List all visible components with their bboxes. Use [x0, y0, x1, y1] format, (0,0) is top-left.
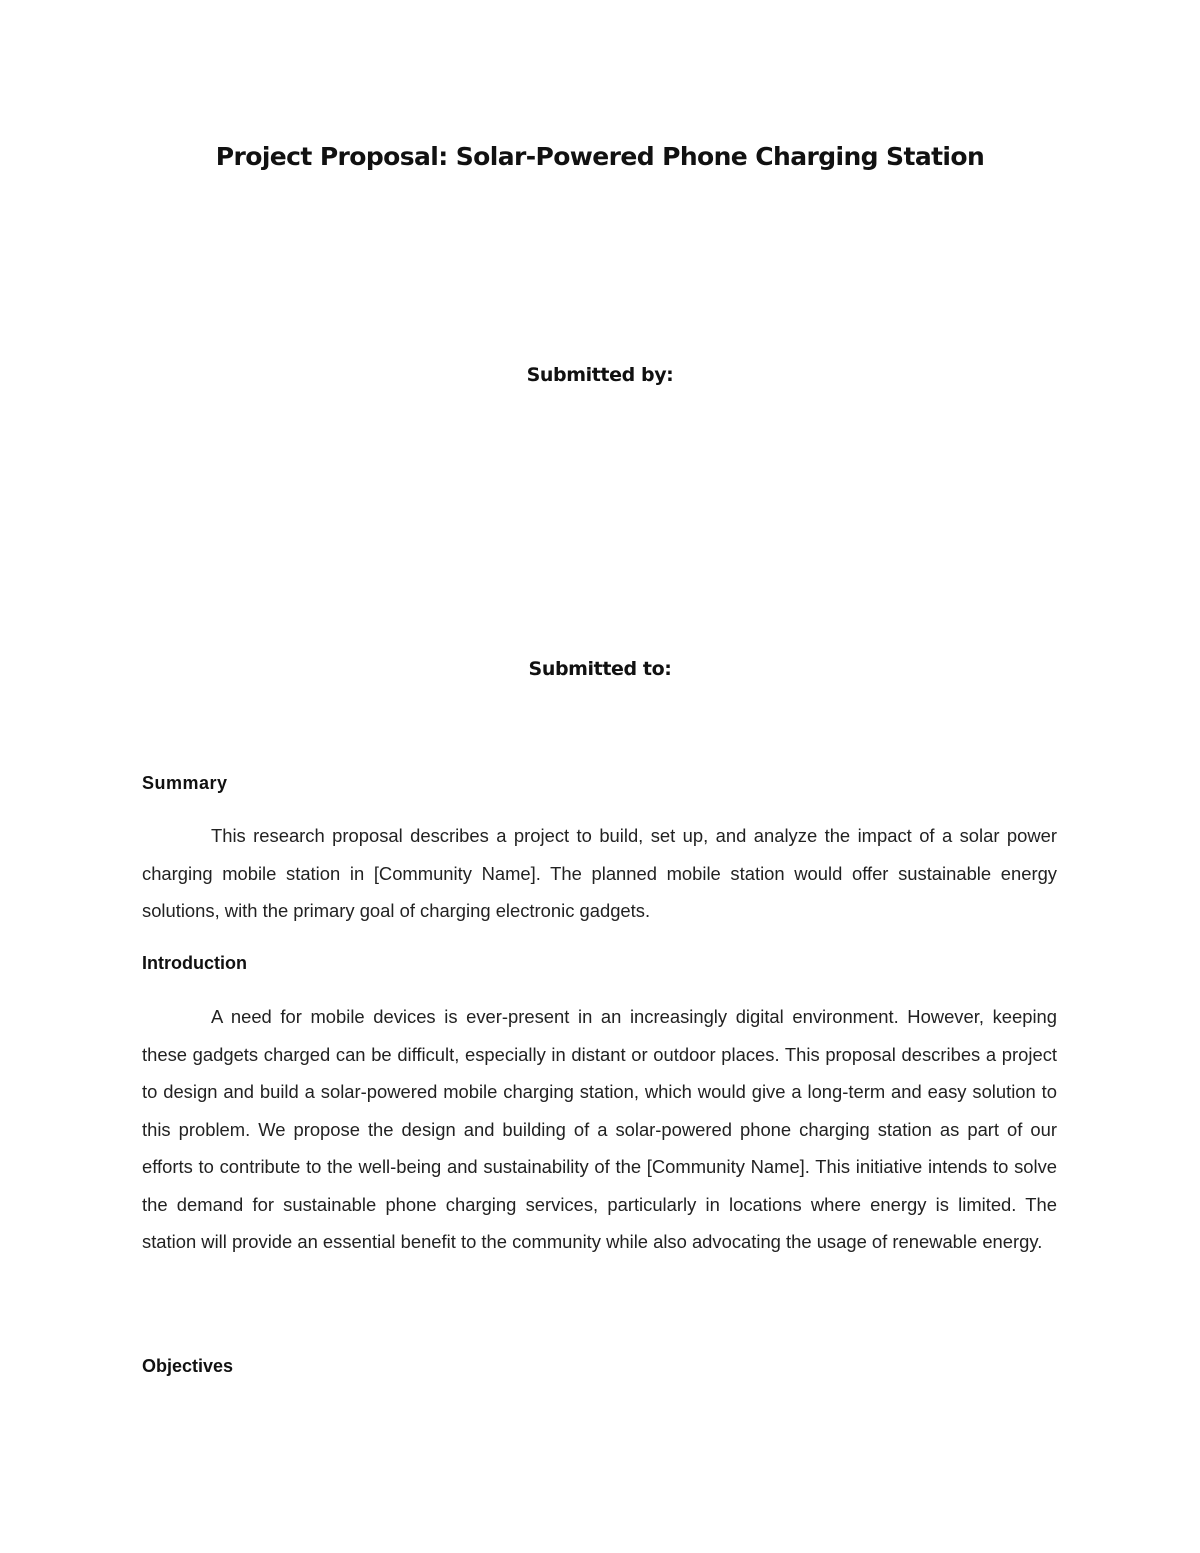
summary-heading: Summary — [142, 773, 228, 793]
introduction-heading: Introduction — [142, 953, 247, 973]
document-title: Project Proposal: Solar-Powered Phone Charging Station — [215, 142, 985, 171]
objectives-heading: Objectives — [142, 1356, 234, 1376]
introduction-paragraph: A need for mobile devices is ever-present in an increasingly digital environment. However, keeping these gadgets charged can be difficult, especially in distant or outdoor places. This proposal describes a project to design and build a solar-powered mobile charging station, which would give a long-term and easy solution to this problem. We propose the design and building of a solar-powered phone charging station as part of our efforts to contribute to the well-being and sustainability of the [Community Name]. This initiative intends to solve the demand for sustainable phone charging services, particularly in locations where energy is limited. The station will provide an essential benefit to the community while also advocating the usage of renewable energy. — [142, 1006, 1057, 1252]
submitted-to-label: Submitted to: — [528, 658, 672, 680]
submitted-by-label: Submitted by: — [526, 364, 674, 386]
summary-paragraph: This research proposal describes a project to build, set up, and analyze the impact of a solar power charging mobile station in [Community Name]. The planned mobile station would offer sustainable energy solutions, with the primary goal of charging electronic gadgets. — [142, 825, 1057, 921]
